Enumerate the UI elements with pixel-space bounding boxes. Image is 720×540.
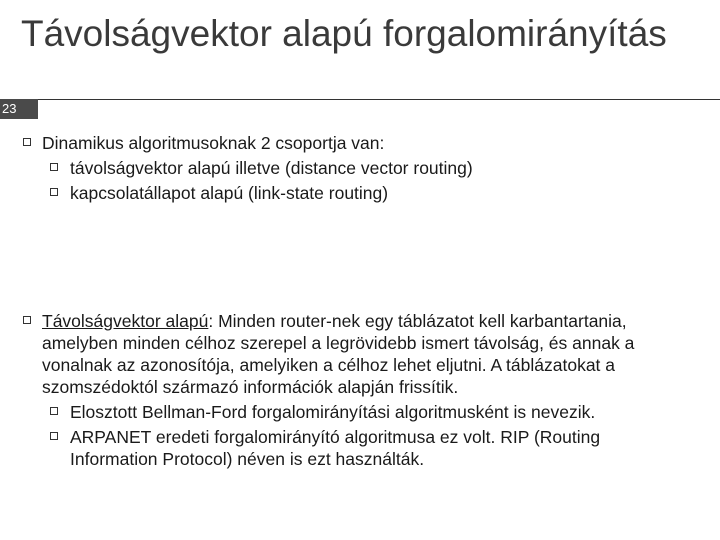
sub-bullet-text: ARPANET eredeti forgalomirányító algoritmusa ez volt. RIP (Routing Information Protocol) néven is ezt használták. xyxy=(70,427,601,469)
bullet-item xyxy=(0,132,682,154)
bullet-item xyxy=(0,310,682,398)
sub-bullet-item xyxy=(0,157,690,179)
slide-title: Távolságvektor alapú forgalomirányítás xyxy=(21,13,667,54)
square-bullet-icon xyxy=(50,432,58,440)
square-bullet-icon xyxy=(23,138,31,146)
bullet-group-1 xyxy=(0,132,720,204)
square-bullet-icon xyxy=(50,407,58,415)
bullet-text: : Minden router-nek egy táblázatot kell karbantartania, amelyben minden célhoz szerepel a legrövidebb ismert távolság, és annak a vonalnak az azonosítója, amelyiken a célhoz lehet eljutni. A táblázatokat a szomszédoktól származó információk alapján frissítik. xyxy=(42,311,635,397)
slide-number: 23 xyxy=(0,99,38,119)
title-divider xyxy=(0,99,720,100)
sub-bullet-text: távolságvektor alapú illetve (distance vector routing) xyxy=(70,158,473,178)
sub-bullet-text: kapcsolatállapot alapú (link-state routing) xyxy=(70,183,389,203)
bullet-text: Dinamikus algoritmusoknak 2 csoportja van: xyxy=(42,133,385,153)
bullet-group-2 xyxy=(0,310,720,470)
bullet-term: Távolságvektor alapú xyxy=(42,311,209,331)
sub-bullet-text: Elosztott Bellman-Ford forgalomirányítási algoritmusként is nevezik. xyxy=(70,402,596,422)
square-bullet-icon xyxy=(50,163,58,171)
square-bullet-icon xyxy=(23,316,31,324)
sub-bullet-item xyxy=(0,182,690,204)
sub-bullet-item xyxy=(0,426,690,470)
sub-bullet-item xyxy=(0,401,690,423)
square-bullet-icon xyxy=(50,188,58,196)
